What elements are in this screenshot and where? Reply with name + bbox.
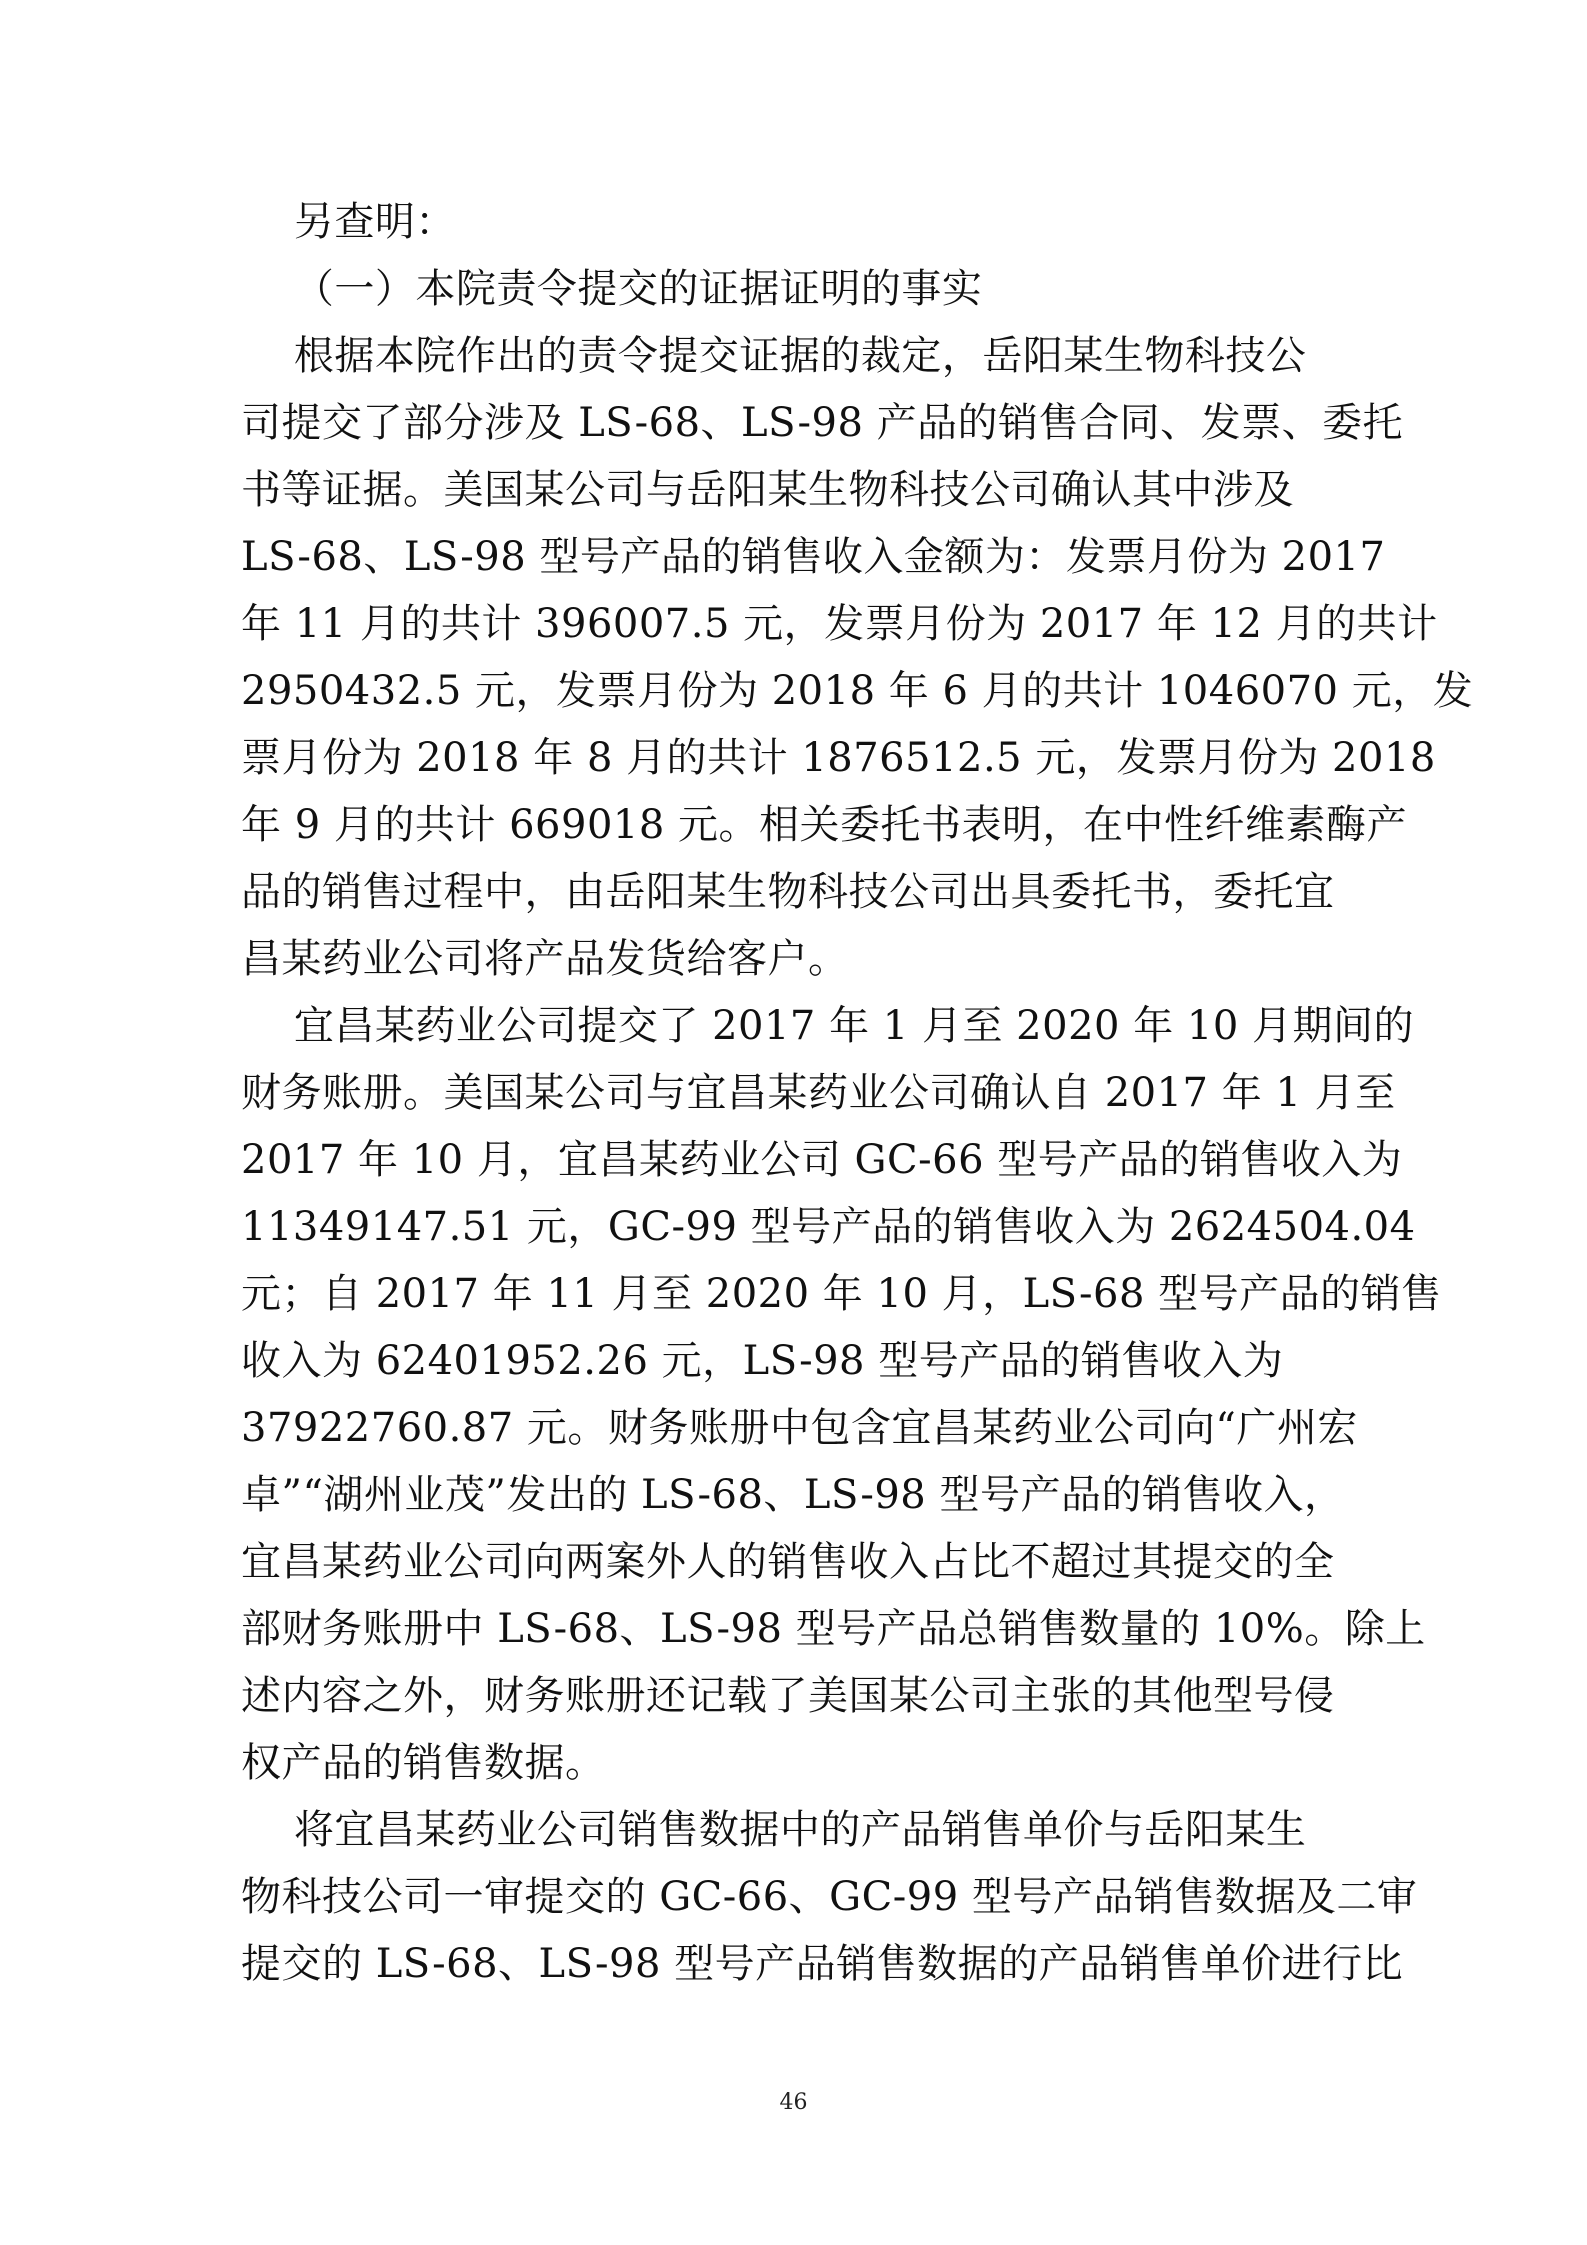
page-number: 46 [779,2090,808,2115]
text-line: 卓”“湖州业茂”发出的 LS-68、LS-98 型号产品的销售收入， [241,1472,1345,1518]
text-line: 票月份为 2018 年 8 月的共计 1876512.5 元，发票月份为 2018 [241,735,1436,781]
text-line: LS-68、LS-98 型号产品的销售收入金额为：发票月份为 2017 [241,534,1386,580]
text-line: 年 11 月的共计 396007.5 元，发票月份为 2017 年 12 月的共计 [241,601,1438,647]
text-line: 元；自 2017 年 11 月至 2020 年 10 月，LS-68 型号产品的销售 [241,1271,1442,1317]
text-line: 财务账册。美国某公司与宜昌某药业公司确认自 2017 年 1 月至 [241,1070,1396,1116]
text-line: 37922760.87 元。财务账册中包含宜昌某药业公司向“广州宏 [241,1405,1358,1451]
section-heading: （一）本院责令提交的证据证明的事实 [241,266,983,312]
text-line: 2017 年 10 月，宜昌某药业公司 GC-66 型号产品的销售收入为 [241,1137,1403,1183]
text-line: 述内容之外，财务账册还记载了美国某公司主张的其他型号侵 [241,1673,1335,1719]
text-line: 根据本院作出的责令提交证据的裁定，岳阳某生物科技公 [241,333,1307,379]
text-line: 宜昌某药业公司向两案外人的销售收入占比不超过其提交的全 [241,1539,1335,1585]
text-line: 物科技公司一审提交的 GC-66、GC-99 型号产品销售数据及二审 [241,1874,1418,1920]
text-line: 11349147.51 元，GC-99 型号产品的销售收入为 2624504.04 [241,1204,1416,1250]
text-line: 司提交了部分涉及 LS-68、LS-98 产品的销售合同、发票、委托 [241,400,1404,446]
text-line: 2950432.5 元，发票月份为 2018 年 6 月的共计 1046070 元，发 [241,668,1474,714]
text-line: 将宜昌某药业公司销售数据中的产品销售单价与岳阳某生 [241,1807,1307,1853]
text-line: 书等证据。美国某公司与岳阳某生物科技公司确认其中涉及 [241,467,1294,513]
text-line: 另查明： [241,199,456,245]
text-line: 收入为 62401952.26 元，LS-98 型号产品的销售收入为 [241,1338,1284,1384]
text-line: 提交的 LS-68、LS-98 型号产品销售数据的产品销售单价进行比 [241,1941,1404,1987]
text-line: 年 9 月的共计 669018 元。相关委托书表明，在中性纤维素酶产 [241,802,1408,848]
text-line: 部财务账册中 LS-68、LS-98 型号产品总销售数量的 10%。除上 [241,1606,1426,1652]
text-line: 昌某药业公司将产品发货给客户。 [241,936,849,982]
text-line: 宜昌某药业公司提交了 2017 年 1 月至 2020 年 10 月期间的 [241,1003,1415,1049]
text-line: 品的销售过程中，由岳阳某生物科技公司出具委托书，委托宜 [241,869,1335,915]
text-line: 权产品的销售数据。 [241,1740,606,1786]
